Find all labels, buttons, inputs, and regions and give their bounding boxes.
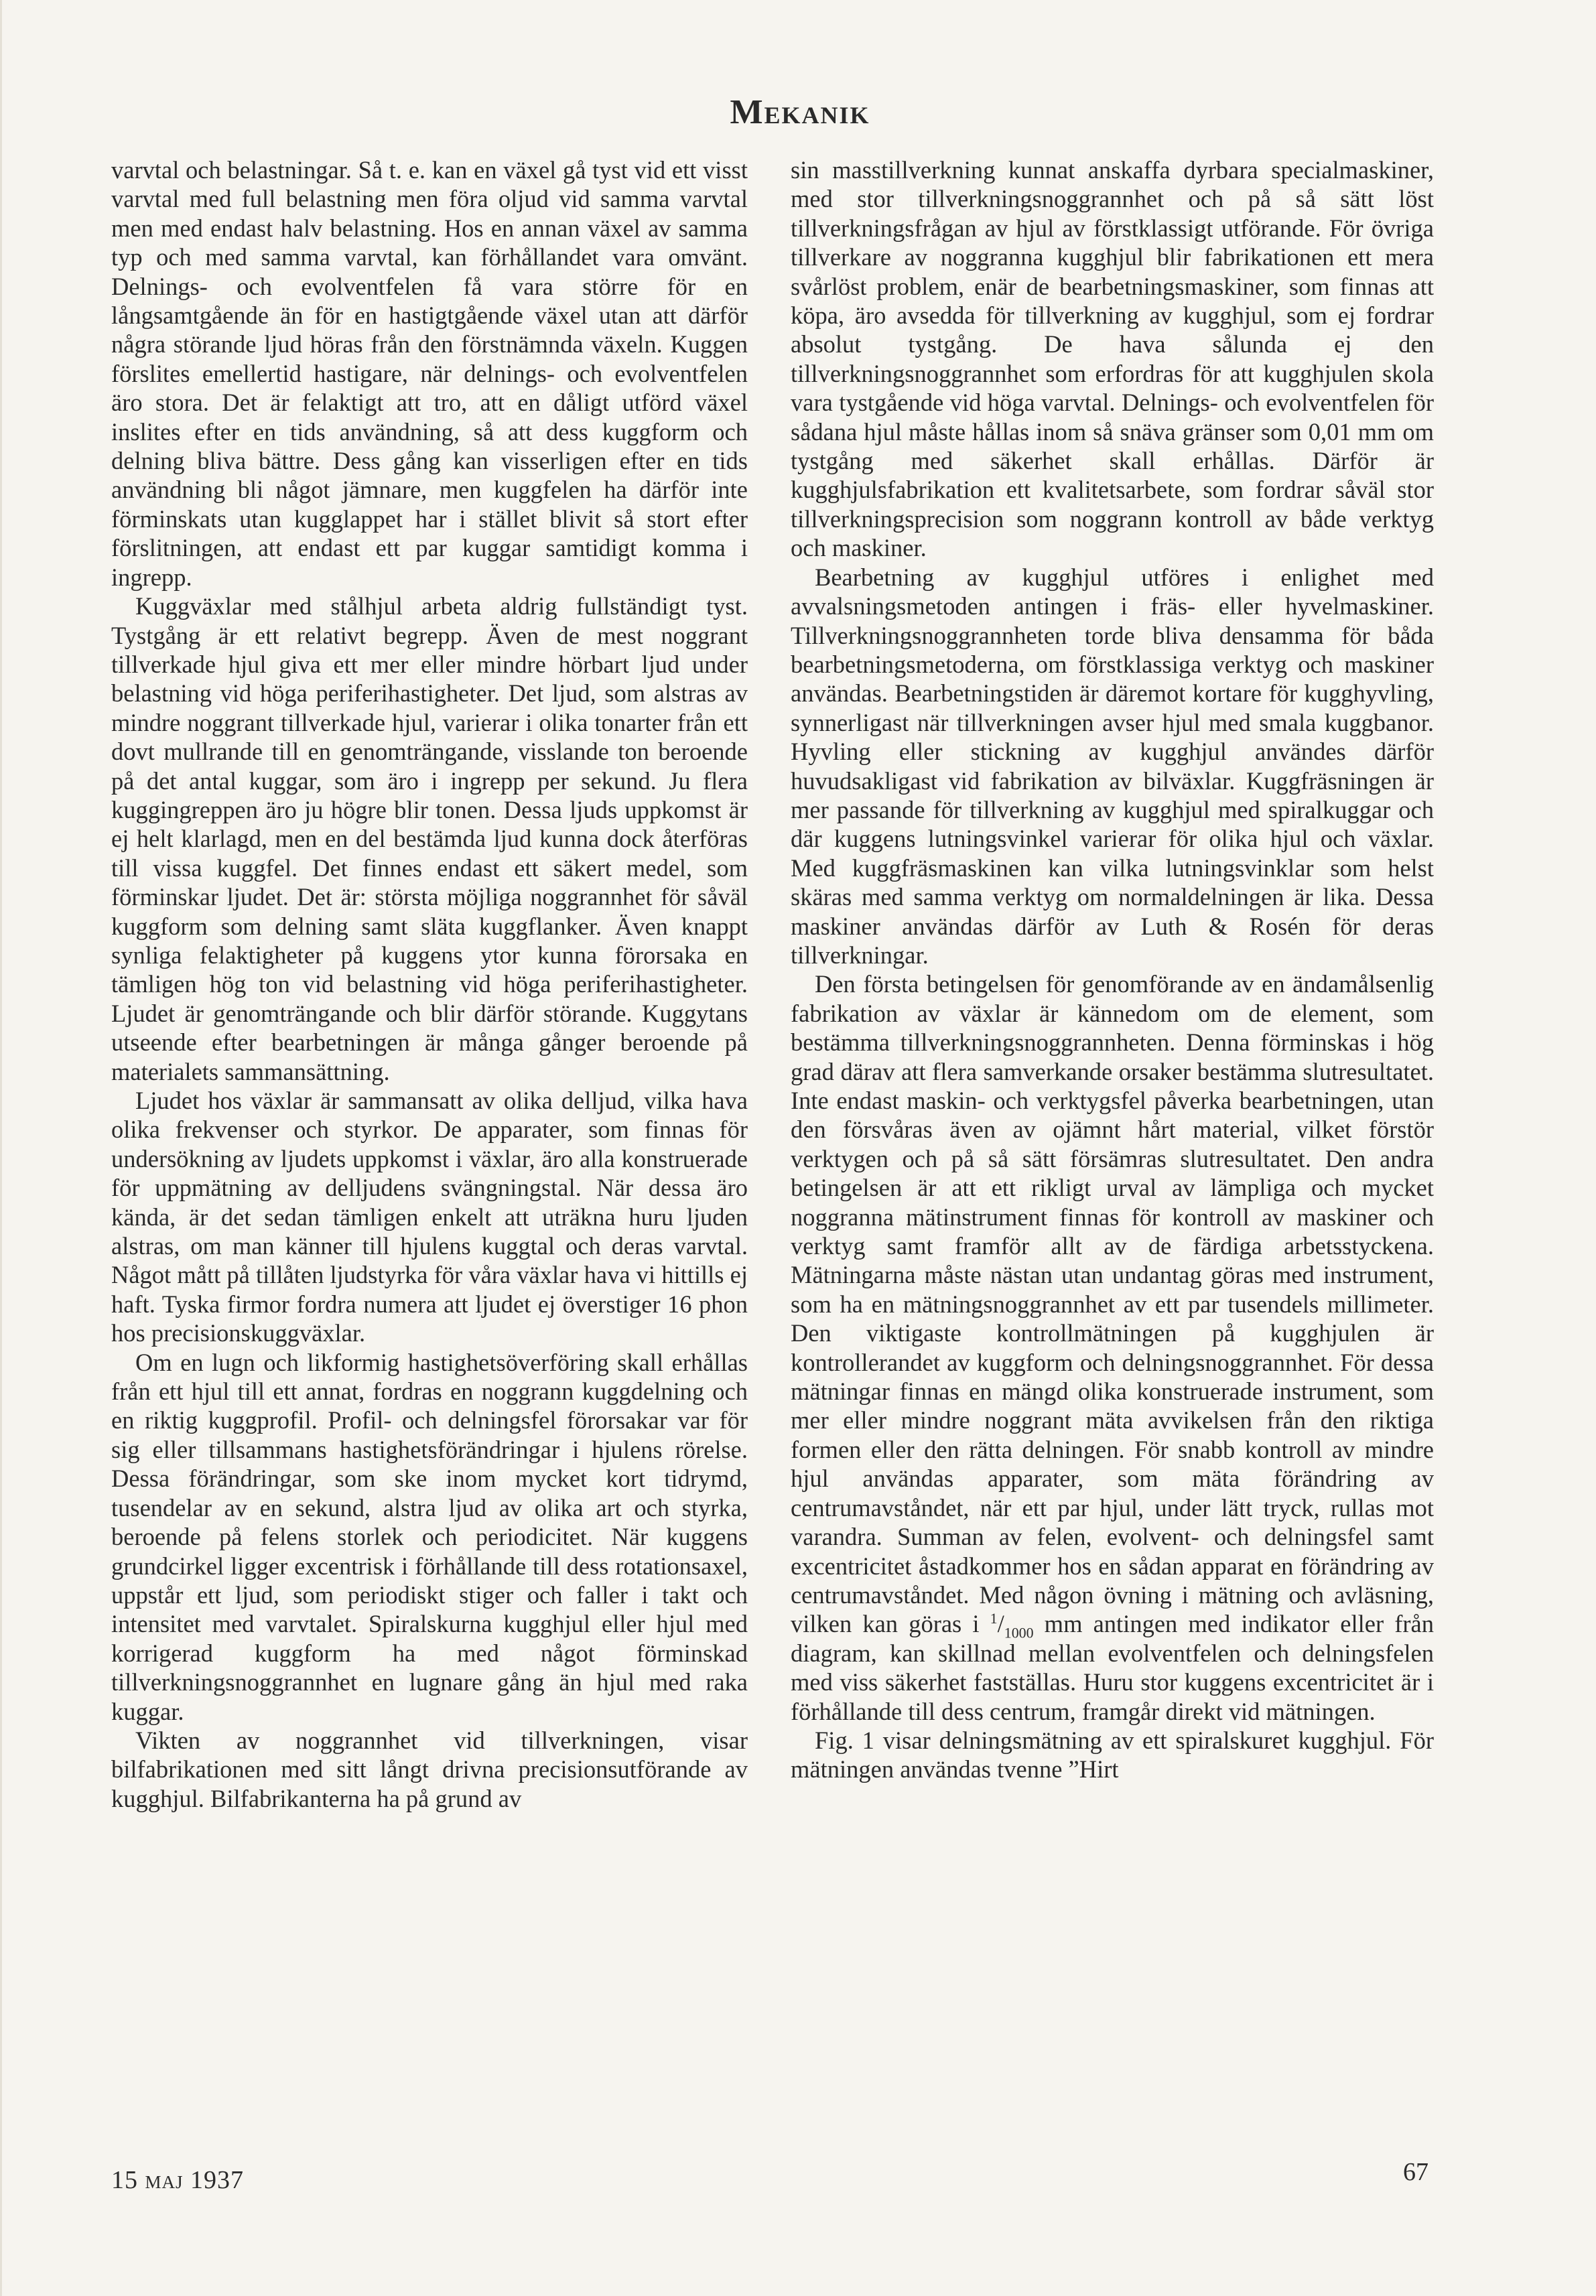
fraction-numerator: 1 (990, 1610, 998, 1627)
issue-date (111, 2165, 244, 2195)
paragraph: Ljudet hos växlar är sammansatt av olika delljud, vilka hava olika frekvenser och styrkor. De apparater, som finnas för undersökning av ljudets uppkomst i växlar, äro alla konstruerade för uppmätning av delljudens svängningstal. När dessa äro kända, är det sedan tämligen enkelt att uträkna huru ljuden alstras, om man känner till hjulens kuggtal och deras varvtal. Något mått på tillåten ljudstyrka för våra växlar hava vi hittills ej haft. Tyska firmor fordra numera att ljudet ej överstiger 16 phon hos precisionskuggväxlar. (111, 1087, 748, 1347)
paragraph: sin masstillverkning kunnat anskaffa dyrbara specialmaskiner, med stor tillverkningsnoggrannhet och på så sätt löst tillverkningsfrågan av hjul av förstklassigt utförande. För övriga tillverkare av noggranna kugghjul blir fabrikationen ett mera svårlöst problem, enär de bearbetningsmaskiner, som finnas att köpa, äro avsedda för tillverkning av kugghjul, som ej fordrar absolut tystgång. De hava sålunda ej den tillverkningsnoggrannhet som erfordras för att kugghjulen skola vara tystgående vid höga varvtal. Delnings- och evolventfelen för sådana hjul måste hållas inom så snäva gränser som 0,01 mm om tystgång med säkerhet skall erhållas. Därför är kugghjulsfabrikation ett kvalitetsarbete, som fordrar såväl stor tillverkningsprecision som noggrann kontroll av både verktyg och maskiner. (791, 156, 1434, 562)
paragraph: Kuggväxlar med stålhjul arbeta aldrig fullständigt tyst. Tystgång är ett relativt begrepp. Även de mest noggrant tillverkade hjul giva ett mer eller mindre hörbart ljud under belastning vid höga periferihastigheter. Det ljud, som alstras av mindre noggrant tillverkade hjul, varierar i olika tonarter från ett dovt mullrande till en genomträngande, visslande ton beroende på det antal kuggar, som äro i ingrepp per sekund. Ju flera kuggingreppen äro ju högre blir tonen. Dessa ljuds uppkomst är ej helt klarlagd, men en del bestämda ljud kunna dock återföras till vissa kuggfel. Det finnes endast ett säkert medel, som förminskar ljudet. Det är: största möjliga noggrannhet för såväl kuggform som delning samt släta kuggflanker. Även knappt synliga felaktigheter på kuggens ytor kunna förorsaka en tämligen hög ton vid belastning vid höga periferihastigheter. Ljudet är genomträngande och blir därför störande. Kuggytans utseende efter bearbetningen är många gånger beroende på materialets sammansättning. (111, 592, 748, 1085)
right-column (791, 155, 1434, 1784)
paragraph: Vikten av noggrannhet vid tillverkningen, visar bilfabrikationen med sitt långt drivna precisionsutförande av kugghjul. Bilfabrikanterna ha på grund av (111, 1726, 748, 1812)
paragraph: Bearbetning av kugghjul utföres i enlighet med avvalsningsmetoden antingen i fräs- eller hyvelmaskiner. Tillverkningsnoggrannheten torde bliva densamma för båda bearbetningsmetoderna, om förstklassiga verktyg och maskiner användas. Bearbetningstiden är däremot kortare för kugghyvling, synnerligast när tillverkningen avser hjul med smala kuggbanor. Hyvling eller stickning av kugghjul användes därför huvudsakligast vid fabrikation av bilväxlar. Kuggfräsningen är mer passande för tillverkning av kugghjul med spiralkuggar och där kuggens lutningsvinkel varierar för olika hjul och växlar. Med kuggfräsmaskinen kan vilka lutningsvinklar som helst skäras med samma verktyg om normaldelningen är lika. Dessa maskiner användas därför av Luth & Rosén för deras tillverkningar. (791, 563, 1434, 969)
paragraph: Fig. 1 visar delningsmätning av ett spiralskuret kugghjul. För mätningen användas tvenne ”Hirt (791, 1726, 1434, 1783)
issue-year: 1937 (190, 2166, 245, 2194)
running-head: Mekanik (730, 93, 870, 131)
fraction-denominator: 1000 (1004, 1624, 1034, 1641)
issue-month: maj (145, 2166, 184, 2194)
paragraph: Den första betingelsen för genomförande av en ändamålsenlig fabrikation av växlar är kännedom om de element, som bestämma tillverkningsnoggrannheten. Denna förminskas i hög grad därav att flera samverkande orsaker bestämma slutresultatet. Inte endast maskin- och verktygsfel påverka bearbetningen, utan den försvåras även av ojämnt hårt material, vilket förstör verktygen och på så sätt försämras slutresultatet. Den andra betingelsen är att ett rikligt urval av lämpliga och mycket noggranna mätinstrument finnas för kontroll av maskiner och verktyg samt framför allt av de färdiga arbetsstyckena. Mätningarna måste nästan utan undantag göras med instrument, som ha en mätningsnoggrannhet av ett par tusendels millimeter. Den viktigaste kontrollmätningen på kugghjulen är kontrollerandet av kuggform och delningsnoggrannhet. För dessa mätningar finnas en mängd olika konstruerade instrument, som mer eller mindre noggrant mäta avvikelsen från den riktiga formen eller den rätta delningen. För snabb kontroll av mindre hjul användas apparater, som mäta förändring av centrumavståndet, när ett par hjul, under lätt tryck, rullas mot varandra. Summan av felen, evolvent- och delningsfel samt excentricitet åstadkommer hos en sådan apparat en förändring av centrumavståndet. Med någon övning i mätning och avläsning, vilken kan göras i $^1/_{1000}$ mm antingen med indikator eller från diagram, kan skillnad mellan evolventfelen och delningsfelen med viss säkerhet fastställas. Huru stor kuggens excentricitet är i förhållande till dess centrum, framgår direkt vid mätningen. (791, 970, 1434, 1725)
paragraph-text-continued: mm antingen med indikator eller från diagram, kan skillnad mellan evolventfelen och delningsfelen med viss säkerhet fastställas. Huru stor kuggens excentricitet är i förhållande till dess centrum, framgår direkt vid mätningen. (791, 1610, 1434, 1725)
issue-day: 15 (111, 2166, 138, 2194)
page-number: 67 (1403, 2158, 1428, 2186)
paragraph: Om en lugn och likformig hastighetsöverföring skall erhållas från ett hjul till ett annat, fordras en noggrann kuggdelning och en riktig kuggprofil. Profil- och delningsfel förorsakar var för sig eller tillsammans hastighetsförändringar i hjulens rörelse. Dessa förändringar, som ske inom mycket kort tidrymd, tusendelar av en sekund, alstra ljud av olika art och styrka, beroende på felens storlek och periodicitet. När kuggens grundcirkel ligger excentrisk i förhållande till dess rotationsaxel, uppstår ett ljud, som periodiskt stiger och faller i takt och intensitet med varvtalet. Spiralskurna kugghjul eller hjul med korrigerad kuggform ha med något förminskad tillverkningsnoggrannhet en lugnare gång än hjul med raka kuggar. (111, 1348, 748, 1725)
paragraph: varvtal och belastningar. Så t. e. kan en växel gå tyst vid ett visst varvtal med full belastning men föra oljud vid samma varvtal men med endast halv belastning. Hos en annan växel av samma typ och med samma varvtal, kan förhållandet vara omvänt. Delnings- och evolventfelen få vara större för en långsamtgående än för en hastigtgående växel utan att därför några störande ljud höras från den förstnämnda växeln. Kuggen förslites emellertid hastigare, när delnings- och evolventfelen äro stora. Det är felaktigt att tro, att en dåligt utförd växel inslites efter en tids användning, så att dess kuggform och delning bliva bättre. Dess gång kan visserligen efter en tids användning bli något jämnare, men kuggfelen ha därför inte förminskats utan kugglappet har i stället blivit så stort efter förslitningen, att endast ett par kuggar samtidigt komma i ingrepp. (111, 156, 748, 591)
paragraph-text: Den första betingelsen för genomförande av en ändamålsenlig fabrikation av växlar är kännedom om de element, som bestämma tillverkningsnoggrannheten. Denna förminskas i hög grad därav att flera samverkande orsaker bestämma slutresultatet. Inte endast maskin- och verktygsfel påverka bearbetningen, utan den försvåras även av ojämnt hårt material, vilket förstör verktygen och på så sätt försämras slutresultatet. Den andra betingelsen är att ett rikligt urval av lämpliga och mycket noggranna mätinstrument finnas för kontroll av maskiner och verktyg samt framför allt av de färdiga arbetsstyckena. Mätningarna måste nästan utan undantag göras med instrument, som ha en mätningsnoggrannhet av ett par tusendels millimeter. Den viktigaste kontrollmätningen på kugghjulen är kontrollerandet av kuggform och delningsnoggrannhet. För dessa mätningar finnas en mängd olika konstruerade instrument, som mer eller mindre noggrant mäta avvikelsen från den riktiga formen eller den rätta delningen. För snabb kontroll av mindre hjul användas apparater, som mäta förändring av centrumavståndet, när ett par hjul, under lätt tryck, rullas mot varandra. Summan av felen, evolvent- och delningsfel samt excentricitet åstadkommer hos en sådan apparat en förändring av centrumavståndet. Med någon övning i mätning och avläsning, vilken kan göras i (791, 970, 1434, 1638)
left-column (111, 155, 748, 1813)
